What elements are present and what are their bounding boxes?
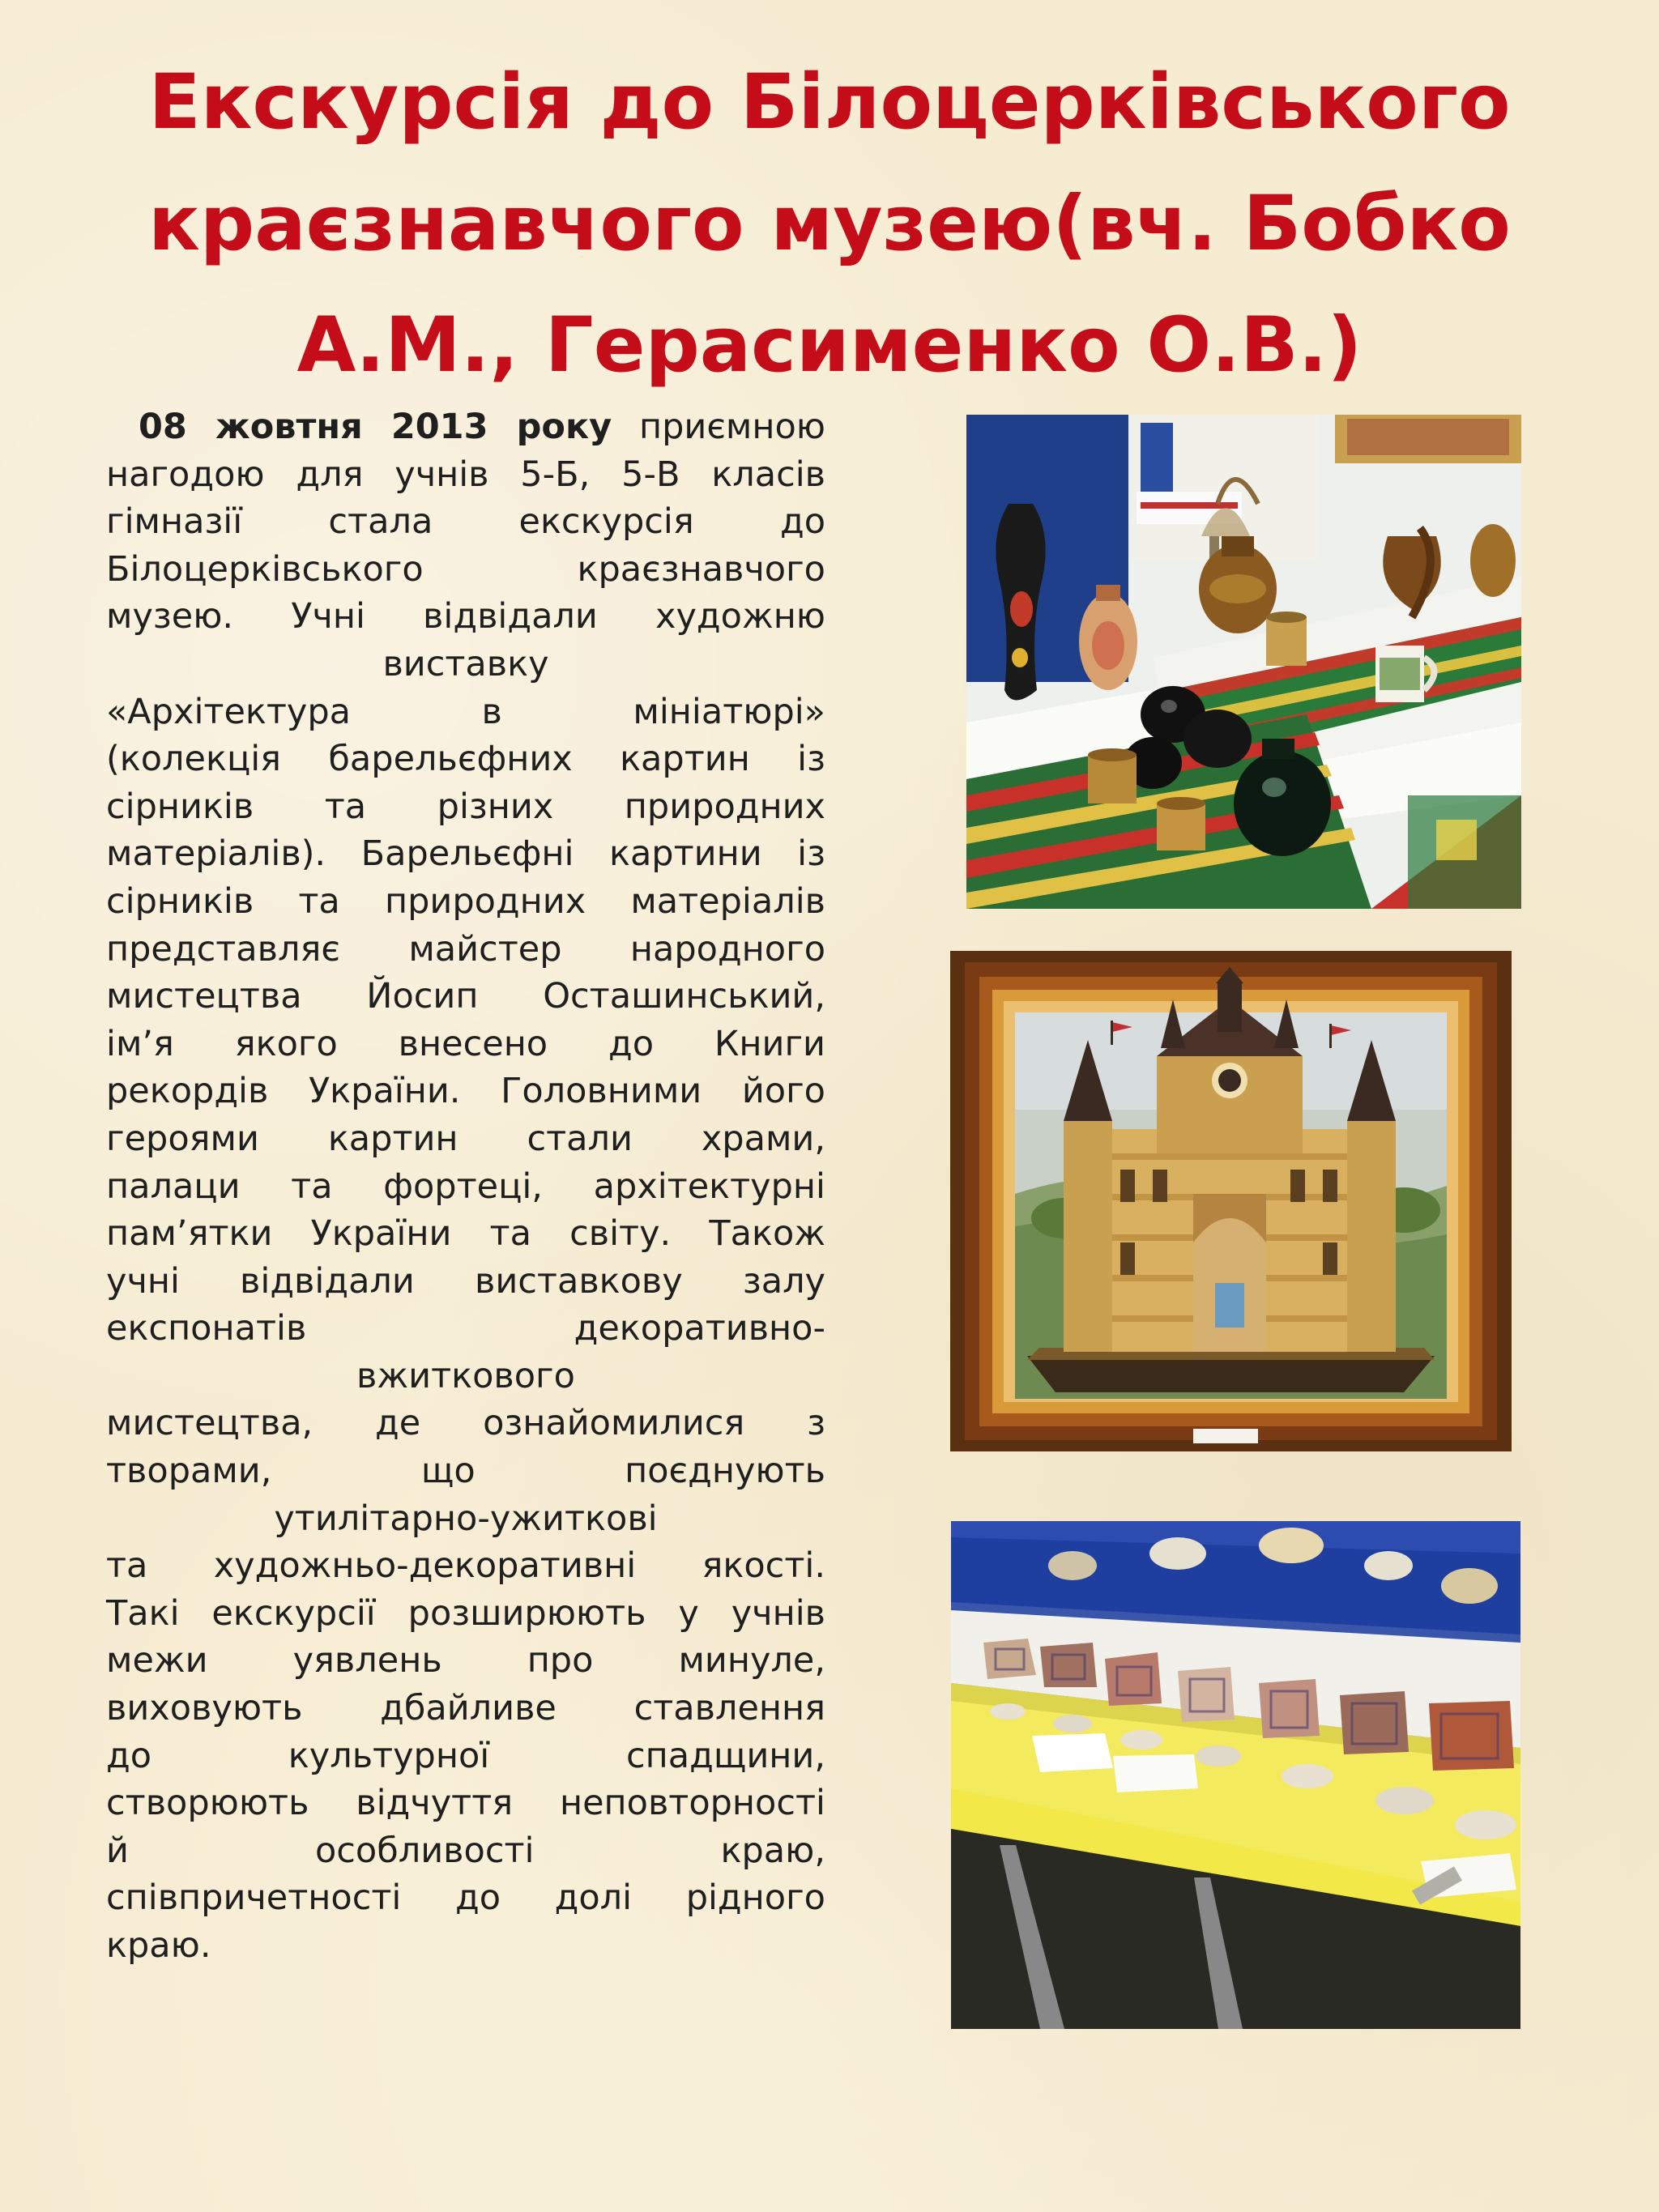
article-line: до культурної спадщини, bbox=[106, 1735, 825, 1776]
article-line: Білоцерківського краєзнавчого bbox=[106, 548, 825, 590]
title-line-2: краєзнавчого музею(вч. Бобко bbox=[148, 180, 1511, 268]
article-text bbox=[106, 403, 825, 1970]
photo-ceramics-display bbox=[966, 415, 1521, 909]
article-line: учні відвідали виставкову залу bbox=[106, 1260, 825, 1302]
article-line: гімназії стала екскурсія до bbox=[106, 501, 825, 543]
article-line: співпричетності до долі рідного bbox=[106, 1877, 825, 1919]
article-line: утилітарно-ужиткові bbox=[274, 1498, 658, 1539]
ceramics-photo-graphic bbox=[966, 415, 1521, 909]
photo-decorative-plates-display bbox=[951, 1521, 1520, 2029]
title-line-1: Екскурсія до Білоцерківського bbox=[148, 58, 1511, 147]
article-line: створюють відчуття неповторності bbox=[106, 1783, 825, 1824]
article-line: мистецтва, де ознайомилися з bbox=[106, 1403, 825, 1444]
article-line: ім’я якого внесено до Книги bbox=[106, 1023, 825, 1064]
article-line: рекордів України. Головними його bbox=[106, 1071, 825, 1112]
article-line: виховують дбайливе ставлення bbox=[106, 1688, 825, 1729]
article-line: та художньо-декоративні якості. bbox=[106, 1545, 825, 1587]
article-line: мистецтва Йосип Осташинський, bbox=[106, 976, 825, 1017]
article-line: експонатів декоративно- bbox=[106, 1308, 825, 1349]
article-line bbox=[106, 403, 825, 451]
article-line: межи уявлень про минуле, bbox=[106, 1640, 825, 1681]
article-line: Такі екскурсії розширюють у учнів bbox=[106, 1592, 825, 1634]
article-line: музею. Учні відвідали художню bbox=[106, 596, 825, 637]
castle-photo-graphic bbox=[950, 951, 1512, 1451]
article-line: героями картин стали храми, bbox=[106, 1118, 825, 1159]
article-line: матеріалів). Барельєфні картини із bbox=[106, 833, 825, 875]
article-line: й особливості краю, bbox=[106, 1830, 825, 1871]
article-line: палаци та фортеці, архітектурні bbox=[106, 1166, 825, 1207]
article-line: пам’ятки України та світу. Також bbox=[106, 1213, 825, 1255]
article-line: сірників та природних матеріалів bbox=[106, 880, 825, 922]
photo-castle-miniature bbox=[950, 951, 1512, 1451]
article-line: нагодою для учнів 5-Б, 5-В класів bbox=[106, 454, 825, 495]
article-line: (колекція барельєфних картин із bbox=[106, 739, 825, 780]
article-line-text: приємною bbox=[612, 407, 825, 447]
plates-photo-graphic bbox=[951, 1521, 1520, 2029]
title-line-3: А.М., Герасименко О.В.) bbox=[296, 301, 1363, 390]
article-line: сірників та різних природних bbox=[106, 786, 825, 827]
article-date: 08 жовтня 2013 року bbox=[139, 407, 612, 447]
article-line: краю. bbox=[106, 1925, 211, 1966]
article-line: виставку bbox=[382, 643, 549, 684]
page-title bbox=[122, 42, 1537, 407]
article-line: «Архітектура в мініатюрі» bbox=[106, 691, 825, 732]
article-line: вжиткового bbox=[356, 1355, 575, 1396]
article-line: представляє майстер народного bbox=[106, 928, 825, 970]
article-line: творами, що поєднують bbox=[106, 1451, 825, 1492]
